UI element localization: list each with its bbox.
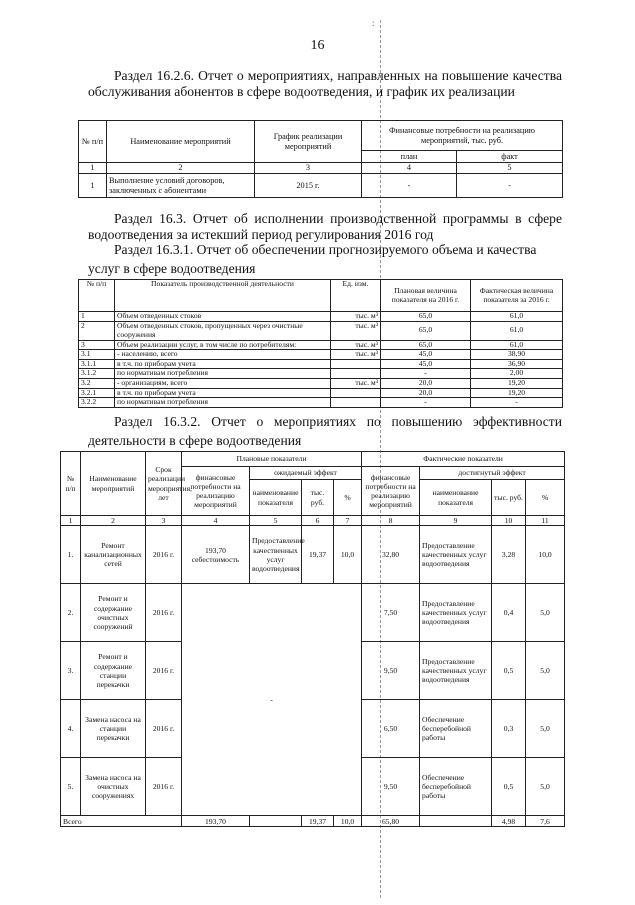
cell-actual: 36,90 [471, 359, 563, 369]
header-fin-need: финансовые потребности на реализацию мероприятий [182, 467, 250, 516]
cell-fact-indicator: Обеспечение бесперебойной работы [420, 700, 492, 758]
cell-fact-rub: 0,3 [492, 700, 526, 758]
col-number: 3 [146, 516, 182, 526]
cell-fact-rub: 0,5 [492, 642, 526, 700]
header-fin-need-actual: финансовые потребности на реализацию мероприятий [362, 467, 420, 516]
cell-fact-indicator: Обеспечение бесперебойной работы [420, 758, 492, 816]
cell-name: Ремонт и содержание станции перекачки [81, 642, 146, 700]
header-finance: Финансовые потребности на реализацию мероприятий, тыс. руб. [362, 121, 563, 151]
cell-unit [331, 398, 381, 408]
cell-fact-fin: 9,50 [362, 642, 420, 700]
cell-fact-rub: 0,5 [492, 758, 526, 816]
cell-indicator: по нормативам потребления [115, 398, 331, 408]
table-row [61, 584, 565, 642]
table-row [61, 526, 565, 584]
table-16-2-6 [78, 120, 563, 198]
header-percent: % [334, 480, 362, 516]
cell-planned: - [381, 398, 471, 408]
cell-num: 3.1.1 [79, 359, 115, 369]
scan-mark: : [372, 18, 375, 28]
cell-num: 3.2.1 [79, 388, 115, 398]
cell-plan-indicator: Предоставление качественных услуг водоотведения [250, 526, 302, 584]
cell-indicator: по нормативам потребления [115, 369, 331, 379]
cell-fact-fin: 9,50 [362, 758, 420, 816]
total-empty [250, 816, 302, 827]
table-16-3-2 [60, 451, 565, 827]
cell-fact-indicator: Предоставление качественных услуг водоотведения [420, 642, 492, 700]
header-fact: факт [457, 151, 563, 163]
section-16-3-1-title-line2: услуг в сфере водоотведения [88, 261, 256, 276]
header-term: Срок реализации мероприятия, лет [146, 452, 182, 516]
total-empty [420, 816, 492, 827]
table-total-row [61, 816, 565, 827]
cell-unit [331, 359, 381, 369]
cell-indicator: Объем отведенных стоков, пропущенных через очистные сооружения [115, 321, 331, 340]
cell-fact-indicator: Предоставление качественных услуг водоотведения [420, 584, 492, 642]
cell-indicator: Объем реализации услуг, в том числе по потребителям: [115, 340, 331, 350]
cell-fact-rub: 0,4 [492, 584, 526, 642]
cell-num: 5. [61, 758, 81, 816]
cell-name: Ремонт и содержание очистных сооружений [81, 584, 146, 642]
cell-term: 2016 г. [146, 584, 182, 642]
col-number: 8 [362, 516, 420, 526]
cell-planned: 65,0 [381, 321, 471, 340]
header-percent-actual: % [526, 480, 565, 516]
cell-term: 2016 г. [146, 526, 182, 584]
col-number: 7 [334, 516, 362, 526]
cell-fact-fin: 6,50 [362, 700, 420, 758]
cell-indicator: - организациям, всего [115, 378, 331, 388]
col-number: 9 [420, 516, 492, 526]
total-fact-fin: 65,80 [362, 816, 420, 827]
cell-num: 3.2 [79, 378, 115, 388]
cell-actual: 2,00 [471, 369, 563, 379]
cell-actual: 38,90 [471, 350, 563, 360]
cell-indicator: в т.ч. по приборам учета [115, 359, 331, 369]
col-number: 1 [61, 516, 81, 526]
cell-num: 1 [79, 312, 115, 322]
cell-fact-fin: 7,50 [362, 584, 420, 642]
header-actual: Фактическая величина показателя за 2016 г. [471, 280, 563, 312]
header-schedule: График реализации мероприятий [255, 121, 362, 163]
total-label: Всего [61, 816, 182, 827]
cell-fact-fin: 32,80 [362, 526, 420, 584]
cell-actual: 19,20 [471, 378, 563, 388]
cell-fact: - [457, 174, 563, 198]
header-expected-effect: ожидаемый эффект [250, 467, 362, 480]
section-16-3-title: Раздел 16.3. Отчет об исполнении производственной программы в сфере водоотведения за истекший период регулирования 2016 год [88, 211, 562, 242]
table-row [79, 398, 563, 408]
section-16-3-2-title-line1: Раздел 16.3.2. Отчет о мероприятиях по повышению эффективности [114, 414, 562, 429]
cell-fact-pct: 5,0 [526, 758, 565, 816]
col-number: 6 [302, 516, 334, 526]
cell-actual: 61,0 [471, 321, 563, 340]
cell-planned: 20,0 [381, 388, 471, 398]
header-num: № п/п [79, 121, 107, 163]
header-unit: Ед. изм. [331, 280, 381, 312]
header-num: № п/п [79, 280, 115, 312]
cell-actual: 61,0 [471, 312, 563, 322]
cell-num: 1 [79, 174, 107, 198]
header-name: Наименование мероприятий [81, 452, 146, 516]
header-planned: Плановая величина показателя на 2016 г. [381, 280, 471, 312]
cell-fact-pct: 5,0 [526, 642, 565, 700]
cell-term: 2016 г. [146, 758, 182, 816]
total-fact-rub: 4,98 [492, 816, 526, 827]
header-thous-rub: тыс. руб. [302, 480, 334, 516]
cell-plan-rub: 19,37 [302, 526, 334, 584]
col-number: 3 [255, 163, 362, 174]
header-planned-group: Плановые показатели [182, 452, 362, 467]
cell-name: Замена насоса на очистных сооружениях [81, 758, 146, 816]
col-number: 5 [250, 516, 302, 526]
cell-indicator: - населению, всего [115, 350, 331, 360]
cell-fact-indicator: Предоставление качественных услуг водоотведения [420, 526, 492, 584]
cell-actual: 19,20 [471, 388, 563, 398]
header-thous-rub-actual: тыс. руб. [492, 480, 526, 516]
header-plan: план [362, 151, 457, 163]
cell-term: 2016 г. [146, 642, 182, 700]
cell-fact-pct: 10,0 [526, 526, 565, 584]
table-16-3-1 [78, 279, 563, 408]
header-name: Наименование мероприятий [107, 121, 255, 163]
total-plan-pct: 10,0 [334, 816, 362, 827]
cell-num: 3 [79, 340, 115, 350]
header-actual-group: Фактические показатели [362, 452, 565, 467]
cell-planned: - [381, 369, 471, 379]
cell-term: 2016 г. [146, 700, 182, 758]
cell-fact-pct: 5,0 [526, 700, 565, 758]
col-number: 4 [182, 516, 250, 526]
cell-num: 1. [61, 526, 81, 584]
header-achieved-effect: достигнутый эффект [420, 467, 565, 480]
cell-planned: 45,0 [381, 359, 471, 369]
merged-planned-cell: - [182, 584, 362, 816]
header-indicator-name: наименование показателя [250, 480, 302, 516]
cell-unit: тыс. м³ [331, 378, 381, 388]
col-number: 11 [526, 516, 565, 526]
col-number: 2 [81, 516, 146, 526]
cell-indicator: Объем отведенных стоков [115, 312, 331, 322]
cell-plan: - [362, 174, 457, 198]
table-row [79, 321, 563, 340]
total-fact-pct: 7,6 [526, 816, 565, 827]
cell-unit: тыс. м³ [331, 340, 381, 350]
table-row [79, 312, 563, 322]
cell-schedule: 2015 г. [255, 174, 362, 198]
total-fin: 193,70 [182, 816, 250, 827]
cell-num: 3. [61, 642, 81, 700]
cell-planned: 20,0 [381, 378, 471, 388]
col-number: 5 [457, 163, 563, 174]
section-16-3-2-title-line2: деятельности в сфере водоотведения [88, 433, 302, 448]
col-number: 10 [492, 516, 526, 526]
table-row [79, 174, 563, 198]
header-indicator-name-actual: наименование показателя [420, 480, 492, 516]
header-num: № п/п [61, 452, 81, 516]
cell-num: 2 [79, 321, 115, 340]
cell-fact-rub: 3,28 [492, 526, 526, 584]
header-indicator: Показатель производственной деятельности [115, 280, 331, 312]
cell-unit: тыс. м³ [331, 350, 381, 360]
cell-planned: 45,0 [381, 350, 471, 360]
col-number: 4 [362, 163, 457, 174]
table-row [79, 378, 563, 388]
cell-name: Ремонт канализационных сетей [81, 526, 146, 584]
col-number: 1 [79, 163, 107, 174]
cell-num: 2. [61, 584, 81, 642]
table-row [79, 350, 563, 360]
cell-fin: 193,70 себестоимость [182, 526, 250, 584]
page-number: 16 [310, 38, 325, 53]
cell-unit: тыс. м³ [331, 321, 381, 340]
cell-plan-pct: 10,0 [334, 526, 362, 584]
section-16-3-1-title-line1: Раздел 16.3.1. Отчет об обеспечении прогнозируемого объема и качества [114, 242, 537, 257]
cell-actual: 61,0 [471, 340, 563, 350]
cell-planned: 65,0 [381, 312, 471, 322]
cell-name: Выполнение условий договоров, заключенных с абонентами [107, 174, 255, 198]
cell-num: 3.1 [79, 350, 115, 360]
cell-unit [331, 388, 381, 398]
cell-unit: тыс. м³ [331, 312, 381, 322]
cell-num: 3.1.2 [79, 369, 115, 379]
section-16-2-6-title: Раздел 16.2.6. Отчет о мероприятиях, направленных на повышение качества обслуживания абонентов в сфере водоотведения, и график их реализации [88, 68, 562, 99]
cell-planned: 65,0 [381, 340, 471, 350]
cell-actual: - [471, 398, 563, 408]
total-plan-rub: 19,37 [302, 816, 334, 827]
cell-name: Замена насоса на станции перекачки [81, 700, 146, 758]
cell-num: 3.2.2 [79, 398, 115, 408]
cell-fact-pct: 5,0 [526, 584, 565, 642]
cell-num: 4. [61, 700, 81, 758]
col-number: 2 [107, 163, 255, 174]
cell-indicator: в т.ч. по приборам учета [115, 388, 331, 398]
